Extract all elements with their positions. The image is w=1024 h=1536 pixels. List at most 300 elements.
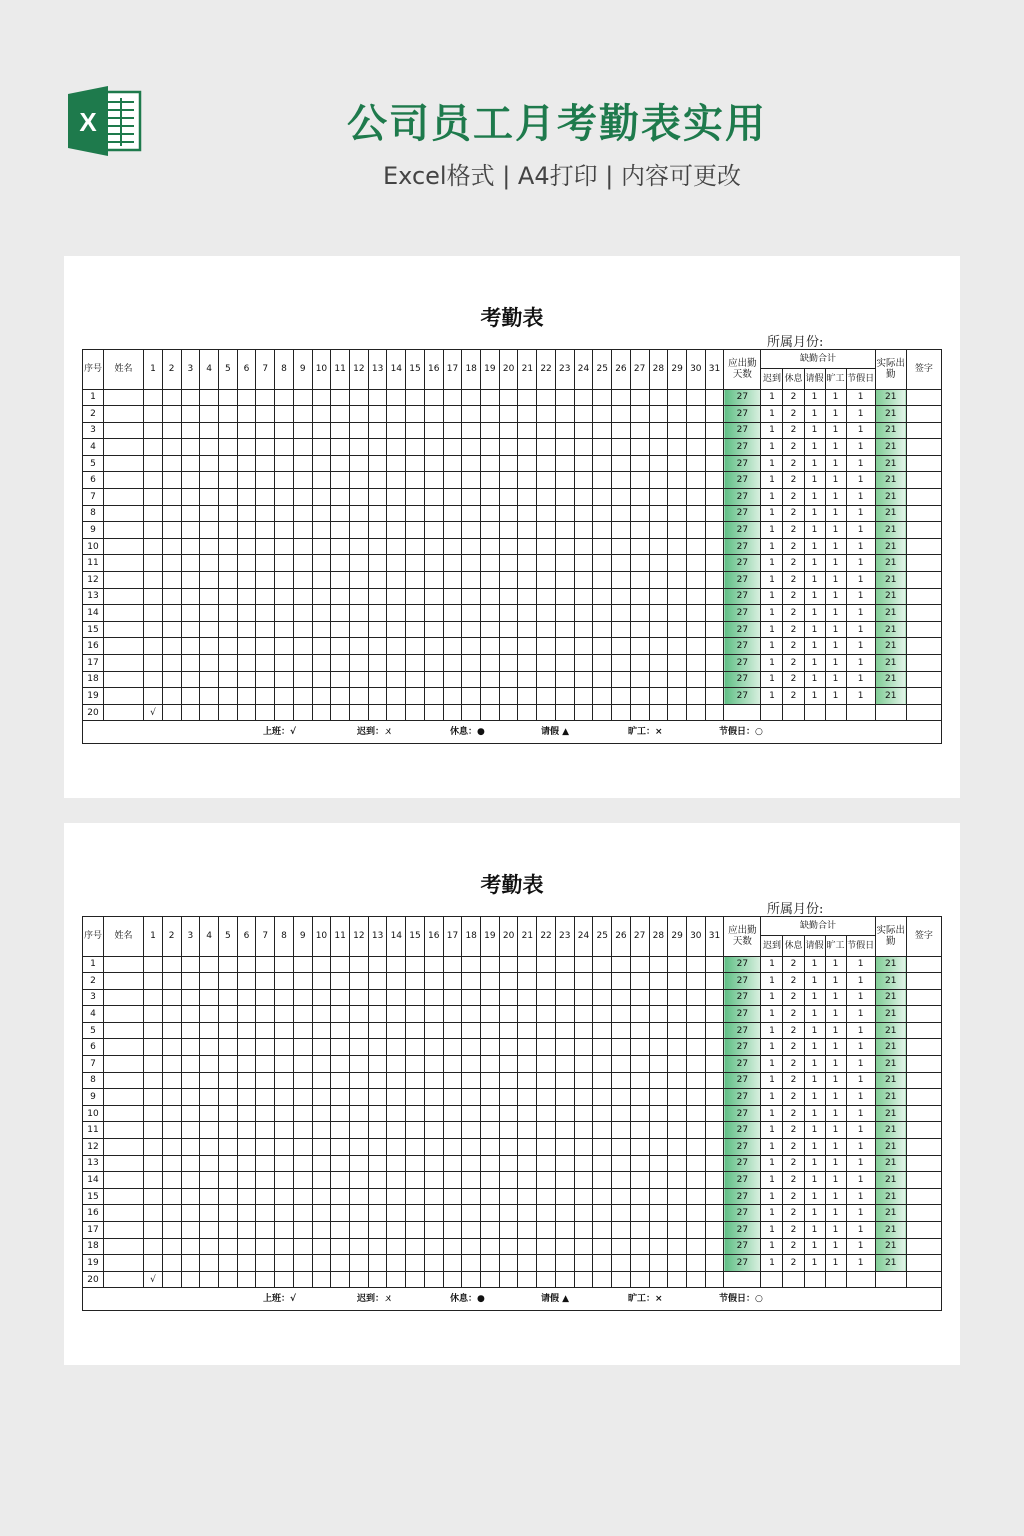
cell-day[interactable] xyxy=(406,1238,425,1255)
cell-absence-late[interactable]: 1 xyxy=(761,1238,783,1255)
cell-day[interactable] xyxy=(443,688,462,705)
cell-day[interactable] xyxy=(612,1089,631,1106)
cell-day[interactable] xyxy=(275,1188,294,1205)
cell-actual-days[interactable]: 21 xyxy=(875,1022,906,1039)
cell-absence-late[interactable] xyxy=(761,704,783,721)
cell-signature[interactable] xyxy=(906,1039,941,1056)
cell-day[interactable] xyxy=(237,1072,256,1089)
cell-day[interactable] xyxy=(443,1006,462,1023)
cell-absence-absent[interactable]: 1 xyxy=(825,655,846,672)
cell-day[interactable] xyxy=(462,1172,481,1189)
cell-day[interactable] xyxy=(424,1072,443,1089)
cell-absence-leave[interactable]: 1 xyxy=(804,422,825,439)
cell-day[interactable] xyxy=(686,505,705,522)
cell-day[interactable] xyxy=(350,1072,369,1089)
cell-day[interactable] xyxy=(481,956,500,973)
cell-day[interactable] xyxy=(368,638,387,655)
cell-day[interactable] xyxy=(593,1039,612,1056)
cell-absence-late[interactable]: 1 xyxy=(761,538,783,555)
cell-day[interactable] xyxy=(555,1222,574,1239)
cell-day[interactable] xyxy=(668,671,687,688)
cell-day[interactable] xyxy=(443,522,462,539)
cell-day[interactable] xyxy=(668,588,687,605)
cell-day[interactable] xyxy=(144,621,163,638)
cell-absence-late[interactable]: 1 xyxy=(761,621,783,638)
cell-day[interactable] xyxy=(537,989,556,1006)
cell-day[interactable] xyxy=(499,1039,518,1056)
cell-day[interactable] xyxy=(630,1089,649,1106)
cell-day[interactable] xyxy=(481,389,500,406)
cell-day[interactable] xyxy=(293,455,312,472)
cell-should-days[interactable]: 27 xyxy=(724,989,761,1006)
cell-day[interactable] xyxy=(275,1139,294,1156)
cell-day[interactable] xyxy=(462,1089,481,1106)
cell-actual-days[interactable]: 21 xyxy=(875,1139,906,1156)
cell-day[interactable] xyxy=(256,1172,275,1189)
cell-day[interactable] xyxy=(293,555,312,572)
cell-day[interactable] xyxy=(481,671,500,688)
cell-absence-absent[interactable]: 1 xyxy=(825,989,846,1006)
cell-day[interactable] xyxy=(368,1072,387,1089)
cell-day[interactable] xyxy=(481,522,500,539)
cell-day[interactable] xyxy=(181,704,200,721)
cell-signature[interactable] xyxy=(906,1006,941,1023)
cell-day[interactable] xyxy=(406,1072,425,1089)
cell-day[interactable] xyxy=(162,1238,181,1255)
cell-day[interactable] xyxy=(200,422,219,439)
cell-day[interactable] xyxy=(256,588,275,605)
cell-day[interactable] xyxy=(630,1122,649,1139)
cell-name[interactable] xyxy=(104,572,144,589)
cell-day[interactable] xyxy=(424,406,443,423)
cell-absence-late[interactable]: 1 xyxy=(761,973,783,990)
cell-day[interactable] xyxy=(443,472,462,489)
cell-day[interactable] xyxy=(537,1222,556,1239)
cell-day[interactable] xyxy=(218,1172,237,1189)
cell-day[interactable] xyxy=(181,1188,200,1205)
cell-day[interactable] xyxy=(649,439,668,456)
cell-day[interactable] xyxy=(200,538,219,555)
cell-day[interactable] xyxy=(705,704,724,721)
cell-day[interactable] xyxy=(350,555,369,572)
cell-day[interactable] xyxy=(162,1056,181,1073)
cell-day[interactable] xyxy=(368,1155,387,1172)
cell-actual-days[interactable]: 21 xyxy=(875,1039,906,1056)
cell-day[interactable] xyxy=(312,406,331,423)
cell-day[interactable] xyxy=(630,389,649,406)
cell-day[interactable] xyxy=(406,389,425,406)
cell-day[interactable] xyxy=(518,1188,537,1205)
cell-day[interactable] xyxy=(237,1056,256,1073)
cell-day[interactable] xyxy=(275,621,294,638)
cell-absence-leave[interactable]: 1 xyxy=(804,621,825,638)
cell-day[interactable] xyxy=(574,538,593,555)
cell-day[interactable] xyxy=(574,1022,593,1039)
cell-day[interactable] xyxy=(424,1122,443,1139)
cell-day[interactable] xyxy=(481,1105,500,1122)
cell-signature[interactable] xyxy=(906,973,941,990)
cell-day[interactable] xyxy=(200,1022,219,1039)
cell-day[interactable] xyxy=(499,1072,518,1089)
cell-name[interactable] xyxy=(104,621,144,638)
cell-day[interactable] xyxy=(237,439,256,456)
cell-day[interactable] xyxy=(518,555,537,572)
cell-should-days[interactable]: 27 xyxy=(724,1122,761,1139)
cell-absence-late[interactable]: 1 xyxy=(761,956,783,973)
cell-should-days[interactable]: 27 xyxy=(724,638,761,655)
cell-day[interactable] xyxy=(462,472,481,489)
cell-day[interactable] xyxy=(481,1056,500,1073)
cell-day[interactable] xyxy=(181,522,200,539)
cell-actual-days[interactable]: 21 xyxy=(875,655,906,672)
cell-day[interactable] xyxy=(181,1255,200,1272)
cell-day[interactable] xyxy=(312,956,331,973)
cell-day[interactable] xyxy=(649,1188,668,1205)
cell-absence-holiday[interactable]: 1 xyxy=(846,1139,875,1156)
cell-day[interactable] xyxy=(481,439,500,456)
cell-absence-rest[interactable]: 2 xyxy=(783,671,804,688)
cell-should-days[interactable]: 27 xyxy=(724,1039,761,1056)
cell-day[interactable] xyxy=(499,638,518,655)
cell-absence-rest[interactable]: 2 xyxy=(783,989,804,1006)
cell-day[interactable] xyxy=(705,538,724,555)
cell-day[interactable] xyxy=(518,505,537,522)
cell-day[interactable] xyxy=(237,1039,256,1056)
cell-day[interactable] xyxy=(275,1039,294,1056)
cell-day[interactable]: √ xyxy=(144,1271,163,1288)
cell-day[interactable] xyxy=(574,555,593,572)
cell-day[interactable] xyxy=(649,1238,668,1255)
cell-day[interactable] xyxy=(630,1039,649,1056)
cell-day[interactable] xyxy=(293,1271,312,1288)
cell-day[interactable] xyxy=(443,1105,462,1122)
cell-day[interactable] xyxy=(537,1205,556,1222)
cell-day[interactable] xyxy=(406,505,425,522)
cell-absence-late[interactable]: 1 xyxy=(761,572,783,589)
cell-day[interactable] xyxy=(481,973,500,990)
cell-day[interactable] xyxy=(387,472,406,489)
cell-day[interactable] xyxy=(705,1072,724,1089)
cell-day[interactable] xyxy=(481,688,500,705)
cell-day[interactable] xyxy=(705,1089,724,1106)
cell-day[interactable] xyxy=(705,455,724,472)
cell-day[interactable] xyxy=(331,538,350,555)
cell-day[interactable] xyxy=(275,655,294,672)
cell-actual-days[interactable]: 21 xyxy=(875,422,906,439)
cell-day[interactable] xyxy=(593,1056,612,1073)
cell-day[interactable] xyxy=(518,638,537,655)
cell-absence-absent[interactable]: 1 xyxy=(825,1089,846,1106)
cell-day[interactable] xyxy=(256,621,275,638)
cell-day[interactable] xyxy=(424,422,443,439)
cell-absence-holiday[interactable]: 1 xyxy=(846,389,875,406)
cell-day[interactable] xyxy=(144,1056,163,1073)
cell-day[interactable] xyxy=(574,389,593,406)
cell-day[interactable] xyxy=(293,1255,312,1272)
cell-day[interactable] xyxy=(275,472,294,489)
cell-day[interactable] xyxy=(293,671,312,688)
cell-absence-absent[interactable]: 1 xyxy=(825,1172,846,1189)
cell-day[interactable] xyxy=(368,1271,387,1288)
cell-absence-holiday[interactable]: 1 xyxy=(846,1105,875,1122)
cell-day[interactable] xyxy=(481,989,500,1006)
cell-day[interactable] xyxy=(630,1238,649,1255)
cell-day[interactable] xyxy=(312,605,331,622)
cell-day[interactable] xyxy=(275,1072,294,1089)
cell-day[interactable] xyxy=(256,522,275,539)
cell-day[interactable] xyxy=(518,655,537,672)
cell-day[interactable] xyxy=(499,1188,518,1205)
cell-should-days[interactable]: 27 xyxy=(724,655,761,672)
cell-day[interactable] xyxy=(200,455,219,472)
cell-day[interactable] xyxy=(406,671,425,688)
cell-day[interactable] xyxy=(537,704,556,721)
cell-day[interactable] xyxy=(293,538,312,555)
cell-should-days[interactable]: 27 xyxy=(724,956,761,973)
cell-day[interactable] xyxy=(162,1172,181,1189)
cell-actual-days[interactable]: 21 xyxy=(875,1238,906,1255)
cell-day[interactable] xyxy=(649,1255,668,1272)
cell-day[interactable] xyxy=(612,538,631,555)
cell-absence-absent[interactable]: 1 xyxy=(825,1122,846,1139)
cell-day[interactable] xyxy=(668,439,687,456)
cell-day[interactable] xyxy=(368,621,387,638)
cell-absence-rest[interactable]: 2 xyxy=(783,588,804,605)
cell-day[interactable] xyxy=(537,1139,556,1156)
cell-name[interactable] xyxy=(104,989,144,1006)
cell-should-days[interactable]: 27 xyxy=(724,389,761,406)
cell-actual-days[interactable]: 21 xyxy=(875,522,906,539)
cell-day[interactable] xyxy=(574,588,593,605)
cell-absence-rest[interactable]: 2 xyxy=(783,973,804,990)
cell-day[interactable] xyxy=(537,422,556,439)
cell-day[interactable] xyxy=(406,1105,425,1122)
cell-absence-absent[interactable]: 1 xyxy=(825,638,846,655)
cell-day[interactable] xyxy=(424,588,443,605)
cell-day[interactable] xyxy=(293,1172,312,1189)
cell-day[interactable] xyxy=(237,522,256,539)
cell-absence-late[interactable]: 1 xyxy=(761,1056,783,1073)
cell-day[interactable] xyxy=(462,1188,481,1205)
cell-absence-holiday[interactable]: 1 xyxy=(846,1122,875,1139)
cell-day[interactable] xyxy=(424,439,443,456)
cell-day[interactable] xyxy=(518,522,537,539)
cell-day[interactable] xyxy=(555,588,574,605)
cell-day[interactable] xyxy=(387,1056,406,1073)
cell-day[interactable] xyxy=(537,572,556,589)
cell-day[interactable] xyxy=(443,455,462,472)
cell-name[interactable] xyxy=(104,671,144,688)
cell-day[interactable] xyxy=(275,1238,294,1255)
cell-day[interactable] xyxy=(293,1006,312,1023)
cell-day[interactable] xyxy=(668,1022,687,1039)
cell-day[interactable] xyxy=(406,472,425,489)
cell-day[interactable] xyxy=(256,455,275,472)
cell-absence-holiday[interactable]: 1 xyxy=(846,505,875,522)
cell-day[interactable] xyxy=(499,621,518,638)
cell-day[interactable] xyxy=(162,1271,181,1288)
cell-absence-leave[interactable]: 1 xyxy=(804,1105,825,1122)
cell-day[interactable] xyxy=(293,1056,312,1073)
cell-absence-holiday[interactable]: 1 xyxy=(846,956,875,973)
cell-day[interactable] xyxy=(612,605,631,622)
cell-day[interactable] xyxy=(686,538,705,555)
cell-absence-rest[interactable]: 2 xyxy=(783,1089,804,1106)
cell-day[interactable] xyxy=(275,455,294,472)
cell-actual-days[interactable]: 21 xyxy=(875,1122,906,1139)
cell-day[interactable] xyxy=(630,956,649,973)
cell-absence-late[interactable]: 1 xyxy=(761,1006,783,1023)
cell-absence-holiday[interactable]: 1 xyxy=(846,638,875,655)
cell-day[interactable] xyxy=(350,973,369,990)
cell-day[interactable] xyxy=(686,605,705,622)
cell-day[interactable] xyxy=(593,555,612,572)
cell-day[interactable] xyxy=(144,389,163,406)
cell-day[interactable] xyxy=(331,605,350,622)
cell-day[interactable] xyxy=(424,1089,443,1106)
cell-day[interactable] xyxy=(593,1122,612,1139)
cell-day[interactable] xyxy=(144,605,163,622)
cell-day[interactable] xyxy=(181,439,200,456)
cell-day[interactable] xyxy=(593,1072,612,1089)
cell-day[interactable] xyxy=(593,1089,612,1106)
cell-absence-absent[interactable]: 1 xyxy=(825,1006,846,1023)
cell-day[interactable] xyxy=(481,1155,500,1172)
cell-day[interactable] xyxy=(705,1139,724,1156)
cell-day[interactable] xyxy=(200,688,219,705)
cell-day[interactable] xyxy=(499,1255,518,1272)
cell-absence-leave[interactable]: 1 xyxy=(804,489,825,506)
cell-day[interactable] xyxy=(162,489,181,506)
cell-signature[interactable] xyxy=(906,1105,941,1122)
cell-signature[interactable] xyxy=(906,1072,941,1089)
cell-day[interactable] xyxy=(368,1089,387,1106)
cell-day[interactable] xyxy=(555,1089,574,1106)
cell-actual-days[interactable]: 21 xyxy=(875,439,906,456)
cell-signature[interactable] xyxy=(906,1222,941,1239)
cell-day[interactable] xyxy=(630,555,649,572)
cell-day[interactable] xyxy=(555,455,574,472)
cell-day[interactable] xyxy=(537,472,556,489)
cell-day[interactable] xyxy=(331,1238,350,1255)
cell-day[interactable] xyxy=(443,389,462,406)
cell-day[interactable] xyxy=(256,956,275,973)
cell-absence-rest[interactable]: 2 xyxy=(783,1039,804,1056)
cell-day[interactable] xyxy=(518,956,537,973)
cell-day[interactable] xyxy=(537,1105,556,1122)
cell-day[interactable] xyxy=(462,956,481,973)
cell-day[interactable] xyxy=(237,688,256,705)
cell-day[interactable] xyxy=(649,1122,668,1139)
cell-day[interactable] xyxy=(574,1255,593,1272)
cell-day[interactable] xyxy=(686,1006,705,1023)
cell-day[interactable] xyxy=(331,1072,350,1089)
cell-day[interactable] xyxy=(649,472,668,489)
cell-absence-absent[interactable]: 1 xyxy=(825,1022,846,1039)
cell-absence-late[interactable]: 1 xyxy=(761,671,783,688)
cell-day[interactable] xyxy=(256,1222,275,1239)
cell-day[interactable] xyxy=(593,505,612,522)
cell-day[interactable] xyxy=(705,1205,724,1222)
cell-day[interactable] xyxy=(630,671,649,688)
cell-day[interactable] xyxy=(686,655,705,672)
cell-day[interactable] xyxy=(144,1089,163,1106)
cell-day[interactable] xyxy=(612,1056,631,1073)
cell-absence-leave[interactable]: 1 xyxy=(804,1056,825,1073)
cell-day[interactable] xyxy=(668,704,687,721)
cell-actual-days[interactable]: 21 xyxy=(875,605,906,622)
cell-day[interactable] xyxy=(705,688,724,705)
cell-day[interactable] xyxy=(612,472,631,489)
cell-day[interactable] xyxy=(162,1022,181,1039)
cell-absence-rest[interactable]: 2 xyxy=(783,1205,804,1222)
cell-day[interactable] xyxy=(237,1172,256,1189)
cell-day[interactable] xyxy=(293,989,312,1006)
cell-day[interactable] xyxy=(686,1072,705,1089)
cell-signature[interactable] xyxy=(906,1255,941,1272)
cell-day[interactable] xyxy=(387,688,406,705)
cell-day[interactable] xyxy=(312,489,331,506)
cell-day[interactable] xyxy=(387,522,406,539)
cell-day[interactable] xyxy=(686,973,705,990)
cell-day[interactable] xyxy=(462,621,481,638)
cell-day[interactable] xyxy=(612,572,631,589)
cell-day[interactable] xyxy=(256,389,275,406)
cell-name[interactable] xyxy=(104,1139,144,1156)
cell-day[interactable] xyxy=(499,655,518,672)
cell-day[interactable] xyxy=(686,522,705,539)
cell-day[interactable] xyxy=(593,538,612,555)
cell-day[interactable] xyxy=(237,1271,256,1288)
cell-day[interactable] xyxy=(593,439,612,456)
cell-day[interactable] xyxy=(275,688,294,705)
cell-day[interactable] xyxy=(312,704,331,721)
cell-day[interactable] xyxy=(256,1006,275,1023)
cell-day[interactable] xyxy=(293,1122,312,1139)
cell-day[interactable] xyxy=(387,1105,406,1122)
cell-day[interactable] xyxy=(256,1205,275,1222)
cell-actual-days[interactable]: 21 xyxy=(875,688,906,705)
cell-day[interactable] xyxy=(443,406,462,423)
cell-name[interactable] xyxy=(104,1155,144,1172)
cell-day[interactable] xyxy=(162,389,181,406)
cell-absence-holiday[interactable]: 1 xyxy=(846,555,875,572)
cell-day[interactable] xyxy=(200,1222,219,1239)
cell-day[interactable] xyxy=(144,1205,163,1222)
cell-day[interactable] xyxy=(256,1122,275,1139)
cell-day[interactable] xyxy=(668,1222,687,1239)
cell-absence-rest[interactable]: 2 xyxy=(783,1155,804,1172)
cell-name[interactable] xyxy=(104,1238,144,1255)
cell-absence-absent[interactable]: 1 xyxy=(825,688,846,705)
cell-name[interactable] xyxy=(104,1222,144,1239)
cell-day[interactable] xyxy=(668,1006,687,1023)
cell-absence-late[interactable]: 1 xyxy=(761,555,783,572)
cell-day[interactable] xyxy=(387,1089,406,1106)
cell-day[interactable] xyxy=(312,389,331,406)
cell-day[interactable] xyxy=(350,455,369,472)
cell-absence-late[interactable]: 1 xyxy=(761,505,783,522)
cell-day[interactable] xyxy=(218,1122,237,1139)
cell-day[interactable] xyxy=(218,605,237,622)
cell-absence-rest[interactable]: 2 xyxy=(783,422,804,439)
cell-day[interactable] xyxy=(649,505,668,522)
cell-day[interactable] xyxy=(162,572,181,589)
cell-day[interactable] xyxy=(443,1205,462,1222)
cell-day[interactable] xyxy=(162,1222,181,1239)
cell-absence-holiday[interactable]: 1 xyxy=(846,472,875,489)
cell-actual-days[interactable] xyxy=(875,704,906,721)
